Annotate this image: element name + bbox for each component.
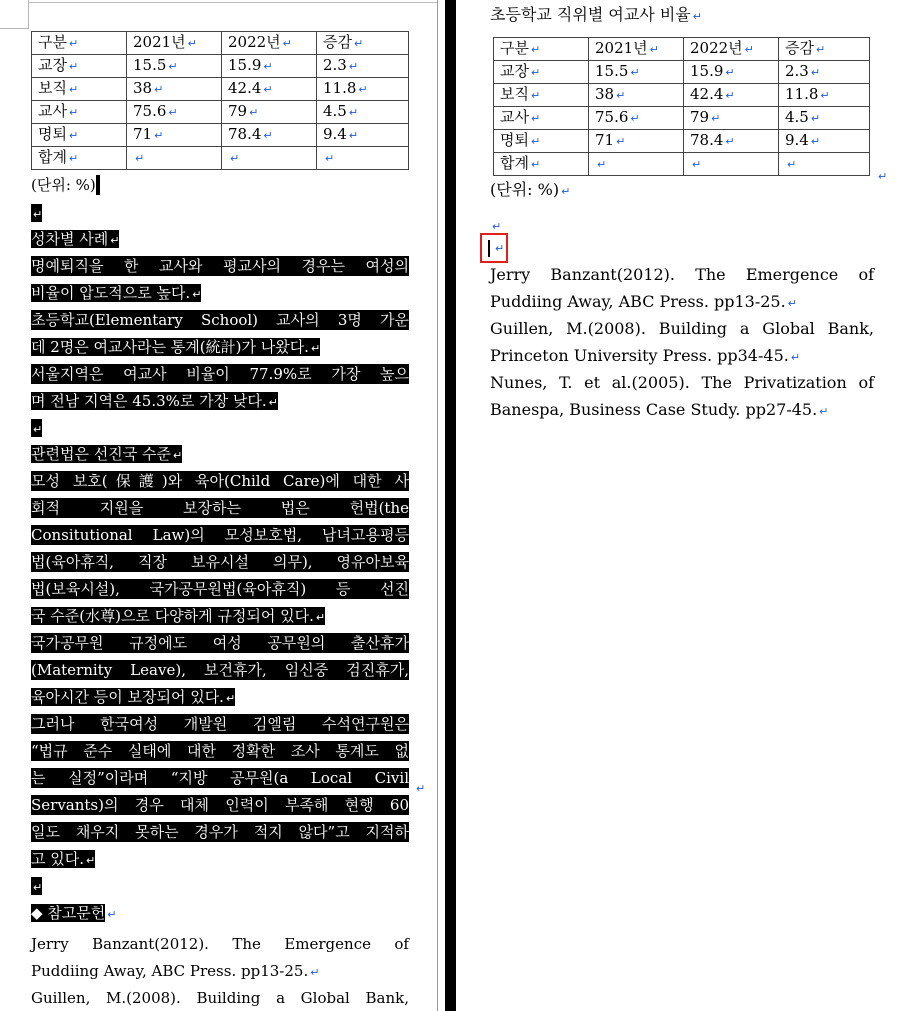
table-cell[interactable]: 11.8 ↵ — [779, 84, 870, 107]
body-line: “법규 준수 실태에 대한 정확한 조사 통계도 없 — [31, 742, 409, 760]
reference-line: Banespa, Business Case Study. pp27-45. ↵ — [490, 400, 829, 419]
table-cell[interactable]: 75.6 ↵ — [589, 107, 684, 130]
reference-line: Puddiing Away, ABC Press. pp13-25. ↵ — [490, 292, 797, 311]
table-cell[interactable]: 구분 ↵ — [32, 32, 127, 55]
table-cell[interactable]: 79 ↵ — [222, 101, 317, 124]
stats-table-right[interactable] — [493, 37, 870, 176]
body-line: 국 수준(水尊)으로 다양하게 규정되어 있다. ↵ — [31, 607, 326, 625]
document-page-right[interactable] — [456, 0, 904, 1011]
table-cell[interactable]: 71 ↵ — [127, 124, 222, 147]
table-cell[interactable]: 78.4 ↵ — [684, 130, 779, 153]
table-cell[interactable]: 2021년 ↵ — [589, 38, 684, 61]
return-mark: ↵ — [495, 242, 505, 255]
table-row — [32, 55, 409, 78]
table-cell[interactable]: 교사 ↵ — [32, 101, 127, 124]
table-cell[interactable]: 2.3 ↵ — [317, 55, 409, 78]
table-cell[interactable]: 4.5 ↵ — [779, 107, 870, 130]
table-caption: 초등학교 직위별 여교사 비율 ↵ — [490, 5, 702, 24]
unit-label-right: (단위: %) ↵ — [490, 180, 571, 199]
table-row — [494, 38, 870, 61]
body-line: 법(육아휴직, 직장 보유시설 의무), 영유아보육 — [31, 553, 409, 571]
table-cell[interactable]: 구분 ↵ — [494, 38, 589, 61]
table-cell[interactable]: 15.5 ↵ — [127, 55, 222, 78]
table-cell[interactable]: 38 ↵ — [589, 84, 684, 107]
table-row — [32, 78, 409, 101]
table-row — [494, 107, 870, 130]
table-cell[interactable]: 교장 ↵ — [32, 55, 127, 78]
body-line: 비율이 압도적으로 높다. ↵ — [31, 284, 202, 302]
unit-label-left: (단위: %) — [31, 175, 100, 195]
table-row — [32, 124, 409, 147]
section-heading-gender: 성차별 사례 ↵ — [31, 230, 120, 248]
table-cell[interactable]: 75.6 ↵ — [127, 101, 222, 124]
table-cell[interactable]: 42.4 ↵ — [684, 84, 779, 107]
table-row — [494, 61, 870, 84]
table-cell[interactable]: ↵ — [779, 153, 870, 176]
table-row — [32, 101, 409, 124]
reference-line: Nunes, T. et al.(2005). The Privatization of — [490, 373, 874, 392]
reference-line: Princeton University Press. pp34-45. ↵ — [490, 346, 801, 365]
stats-table-left[interactable] — [31, 31, 409, 170]
table-cell[interactable]: 2022년 ↵ — [222, 32, 317, 55]
table-cell[interactable]: 78.4 ↵ — [222, 124, 317, 147]
body-line: 회적 지원을 보장하는 법은 헌법(the — [31, 499, 409, 517]
table-row — [494, 153, 870, 176]
page-top-edge — [28, 2, 437, 3]
table-cell[interactable]: 9.4 ↵ — [317, 124, 409, 147]
body-line: 국가공무원 규정에도 여성 공무원의 출산휴가 — [31, 634, 409, 652]
body-line: Servants)의 경우 대체 인력이 부족해 현행 60 — [31, 796, 409, 814]
body-line: 고 있다. ↵ — [31, 850, 96, 868]
table-cell[interactable]: 명퇴 ↵ — [494, 130, 589, 153]
body-line: 서울지역은 여교사 비율이 77.9%로 가장 높으 — [31, 365, 409, 383]
table-cell[interactable]: 15.5 ↵ — [589, 61, 684, 84]
table-cell[interactable]: ↵ — [222, 147, 317, 170]
page-separator — [445, 0, 456, 1011]
table-cell[interactable]: 42.4 ↵ — [222, 78, 317, 101]
table-row — [494, 84, 870, 107]
table-cell[interactable]: 합계 ↵ — [494, 153, 589, 176]
empty-paragraph: ↵ — [492, 220, 502, 233]
table-cell[interactable]: ↵ — [317, 147, 409, 170]
body-line: 데 2명은 여교사라는 통계(統計)가 나왔다. ↵ — [31, 338, 321, 356]
return-mark: ↵ — [878, 170, 888, 183]
table-cell[interactable]: 합계 ↵ — [32, 147, 127, 170]
table-cell[interactable]: 보직 ↵ — [32, 78, 127, 101]
table-cell[interactable]: 79 ↵ — [684, 107, 779, 130]
table-cell[interactable]: 증감 ↵ — [779, 38, 870, 61]
body-line: 는 실정”이라며 “지방 공무원(a Local Civil — [31, 769, 409, 787]
body-line: Consitutional Law)의 모성보호법, 남녀고용평등 — [31, 526, 409, 544]
reference-line: Guillen, M.(2008). Building a Global Bank, — [490, 319, 874, 338]
table-row — [32, 32, 409, 55]
table-cell[interactable]: ↵ — [589, 153, 684, 176]
text-caret[interactable] — [488, 240, 490, 257]
table-cell[interactable]: 71 ↵ — [589, 130, 684, 153]
body-line: 육아시간 등이 보장되어 있다. ↵ — [31, 688, 236, 706]
reference-line: Puddiing Away, ABC Press. pp13-25. ↵ — [31, 962, 320, 980]
reference-line: Jerry Banzant(2012). The Emergence of — [31, 935, 409, 953]
body-line: 모성 보호(保護)와 육아(Child Care)에 대한 사 — [31, 472, 409, 490]
table-cell[interactable]: ↵ — [684, 153, 779, 176]
table-row — [32, 147, 409, 170]
body-line: 그러나 한국여성 개발원 김엘림 수석연구원은 — [31, 715, 409, 733]
table-cell[interactable]: 보직 ↵ — [494, 84, 589, 107]
body-line: 명예퇴직을 한 교사와 평교사의 경우는 여성의 — [31, 257, 409, 275]
table-cell[interactable]: 15.9 ↵ — [684, 61, 779, 84]
body-line: 일도 채우지 못하는 경우가 적지 않다”고 지적하 — [31, 823, 409, 841]
return-mark: ↵ — [416, 782, 426, 795]
table-cell[interactable]: ↵ — [127, 147, 222, 170]
table-cell[interactable]: 4.5 ↵ — [317, 101, 409, 124]
table-cell[interactable]: 명퇴 ↵ — [32, 124, 127, 147]
body-line: 법(보육시설), 국가공무원법(육아휴직) 등 선진 — [31, 580, 409, 598]
table-cell[interactable]: 2022년 ↵ — [684, 38, 779, 61]
page-corner-marker — [0, 0, 29, 29]
reference-line: Jerry Banzant(2012). The Emergence of — [490, 265, 874, 284]
table-cell[interactable]: 38 ↵ — [127, 78, 222, 101]
section-heading-references: ◆ 참고문헌 ↵ — [31, 904, 117, 922]
empty-paragraph: ↵ — [31, 203, 42, 225]
table-cell[interactable]: 11.8 ↵ — [317, 78, 409, 101]
table-cell[interactable]: 증감 ↵ — [317, 32, 409, 55]
table-cell[interactable]: 교장 ↵ — [494, 61, 589, 84]
reference-line: Guillen, M.(2008). Building a Global Bank, — [31, 989, 409, 1007]
section-heading-law: 관련법은 선진국 수준 ↵ — [31, 445, 183, 463]
table-cell[interactable]: 9.4 ↵ — [779, 130, 870, 153]
table-cell[interactable]: 2.3 ↵ — [779, 61, 870, 84]
table-cell[interactable]: 2021년 ↵ — [127, 32, 222, 55]
table-cell[interactable]: 교사 ↵ — [494, 107, 589, 130]
body-line: 초등학교(Elementary School) 교사의 3명 가운 — [31, 311, 409, 329]
table-row — [494, 130, 870, 153]
body-line: 며 전남 지역은 45.3%로 가장 낮다. ↵ — [31, 392, 278, 410]
empty-paragraph: ↵ — [31, 876, 42, 898]
table-cell[interactable]: 15.9 ↵ — [222, 55, 317, 78]
empty-paragraph: ↵ — [31, 418, 42, 440]
body-line: (Maternity Leave), 보건휴가, 임신중 검진휴가, — [31, 661, 409, 679]
